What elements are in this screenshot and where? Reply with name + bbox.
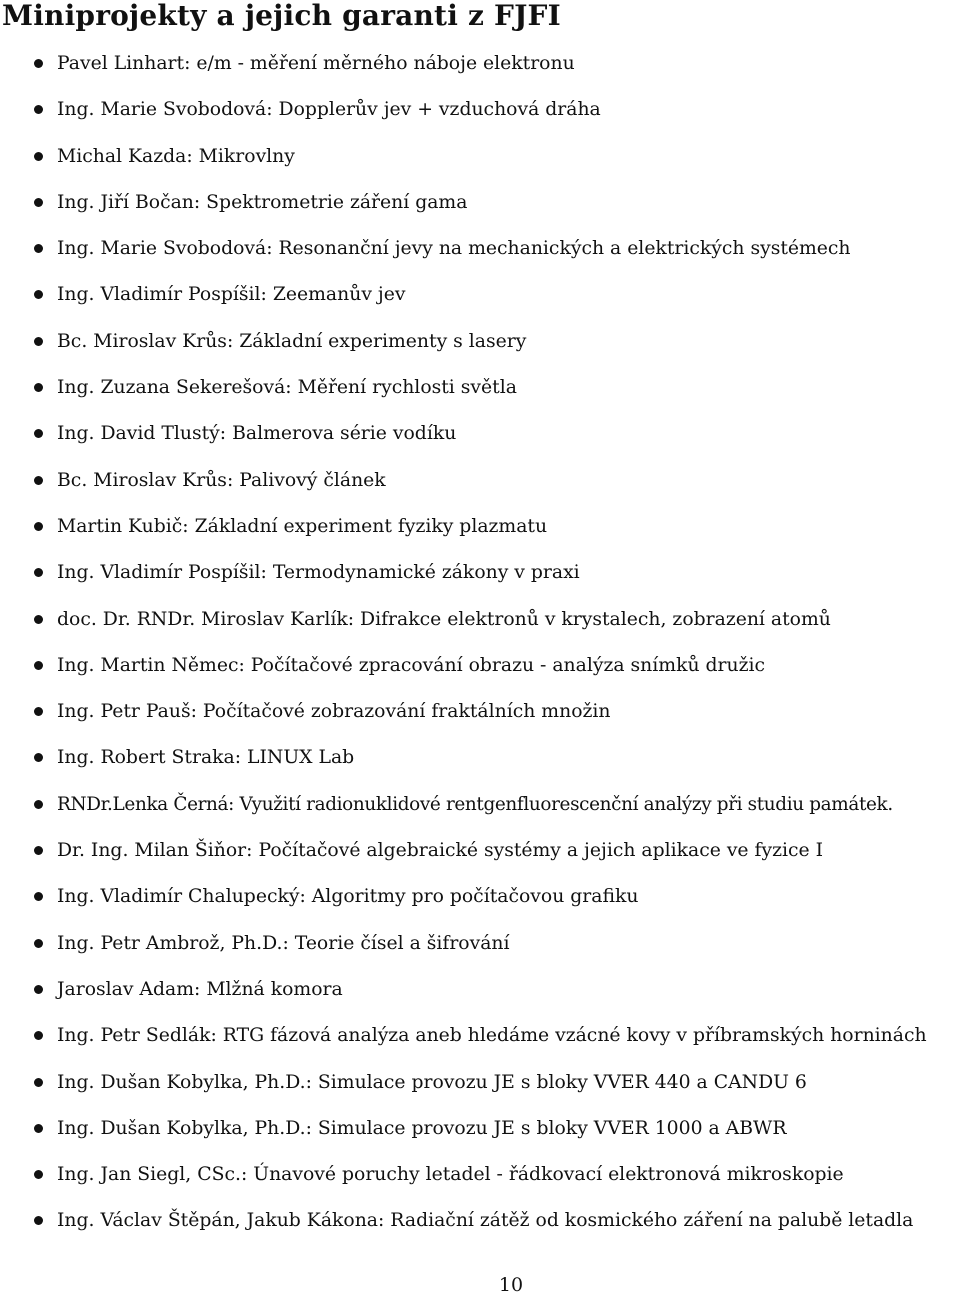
bullet-icon: [34, 892, 43, 901]
list-item: [0, 411, 927, 457]
bullet-icon: [34, 152, 43, 161]
list-item: [0, 874, 927, 920]
bullet-icon: [34, 939, 43, 948]
list-item: [0, 643, 927, 689]
bullet-icon: [34, 846, 43, 855]
list-item: [0, 319, 927, 365]
list-item-text: Ing. Václav Štěpán, Jakub Kákona: Radiační zátěž od kosmického záření na palubě letadla: [57, 1210, 914, 1232]
page-number: 10: [498, 1274, 524, 1296]
list-item: [0, 1198, 927, 1244]
list-item: [0, 1013, 927, 1059]
bullet-icon: [34, 429, 43, 438]
list-item-text: Michal Kazda: Mikrovlny: [57, 145, 295, 167]
list-item: [0, 597, 927, 643]
list-item-text: Ing. Martin Němec: Počítačové zpracování obrazu - analýza snímků družic: [57, 654, 766, 676]
list-item-text: Ing. Dušan Kobylka, Ph.D.: Simulace provozu JE s bloky VVER 440 a CANDU 6: [57, 1071, 807, 1093]
list-item-text: Dr. Ing. Milan Šiňor: Počítačové algebraické systémy a jejich aplikace ve fyzice I: [57, 840, 824, 862]
list-item: [0, 226, 927, 272]
bullet-icon: [34, 1170, 43, 1179]
bullet-icon: [34, 1031, 43, 1040]
project-list: [0, 41, 927, 1245]
list-item: [0, 504, 927, 550]
list-item: [0, 1106, 927, 1152]
bullet-icon: [34, 290, 43, 299]
list-item: [0, 87, 927, 133]
bullet-icon: [34, 59, 43, 68]
list-item: [0, 272, 927, 318]
list-item: [0, 365, 927, 411]
list-item-text: Ing. Zuzana Sekerešová: Měření rychlosti světla: [57, 377, 517, 399]
list-item: [0, 921, 927, 967]
list-item: [0, 134, 927, 180]
bullet-icon: [34, 105, 43, 114]
bullet-icon: [34, 198, 43, 207]
list-item: [0, 1152, 927, 1198]
list-item-text: Jaroslav Adam: Mlžná komora: [57, 978, 343, 1000]
bullet-icon: [34, 1216, 43, 1225]
list-item-text: Ing. Vladimír Pospíšil: Termodynamické zákony v praxi: [57, 562, 580, 584]
list-item-text: Ing. Vladimír Pospíšil: Zeemanův jev: [57, 284, 406, 306]
bullet-icon: [34, 800, 43, 809]
bullet-icon: [34, 985, 43, 994]
bullet-icon: [34, 615, 43, 624]
list-item: [0, 967, 927, 1013]
list-item-text: Ing. Marie Svobodová: Dopplerův jev + vzduchová dráha: [57, 99, 601, 121]
bullet-icon: [34, 707, 43, 716]
list-item: [0, 828, 927, 874]
bullet-icon: [34, 383, 43, 392]
list-item-text: Ing. Jiří Bočan: Spektrometrie záření gama: [57, 191, 468, 213]
list-item-text: Ing. Petr Pauš: Počítačové zobrazování fraktálních množin: [57, 701, 611, 723]
list-item-text: Ing. Jan Siegl, CSc.: Únavové poruchy letadel - řádkovací elektronová mikroskopie: [57, 1164, 844, 1186]
list-item-text: Ing. Petr Ambrož, Ph.D.: Teorie čísel a šifrování: [57, 932, 510, 954]
list-item-text: Martin Kubič: Základní experiment fyziky plazmatu: [57, 515, 548, 537]
bullet-icon: [34, 1124, 43, 1133]
bullet-icon: [34, 661, 43, 670]
list-item-text: Bc. Miroslav Krůs: Palivový článek: [57, 469, 386, 491]
list-item-text: Ing. Petr Sedlák: RTG fázová analýza aneb hledáme vzácné kovy v příbramských horninách: [57, 1025, 927, 1047]
list-item: [0, 782, 927, 828]
list-item-text: Ing. David Tlustý: Balmerova série vodíku: [57, 423, 457, 445]
bullet-icon: [34, 1078, 43, 1087]
list-item: [0, 458, 927, 504]
bullet-icon: [34, 476, 43, 485]
bullet-icon: [34, 244, 43, 253]
bullet-icon: [34, 753, 43, 762]
list-item: [0, 1060, 927, 1106]
list-item-text: Ing. Dušan Kobylka, Ph.D.: Simulace provozu JE s bloky VVER 1000 a ABWR: [57, 1117, 787, 1139]
list-item: [0, 180, 927, 226]
bullet-icon: [34, 522, 43, 531]
list-item-text: Ing. Robert Straka: LINUX Lab: [57, 747, 355, 769]
list-item-text: Ing. Marie Svobodová: Resonanční jevy na mechanických a elektrických systémech: [57, 238, 851, 260]
list-item-text: Bc. Miroslav Krůs: Základní experimenty s lasery: [57, 330, 527, 352]
list-item-text: Pavel Linhart: e/m - měření měrného náboje elektronu: [57, 53, 575, 74]
page-title: Miniprojekty a jejich garanti z FJFI: [2, 0, 561, 32]
list-item: [0, 735, 927, 781]
bullet-icon: [34, 568, 43, 577]
list-item-text: doc. Dr. RNDr. Miroslav Karlík: Difrakce elektronů v krystalech, zobrazení atomů: [57, 608, 831, 630]
list-item: [0, 550, 927, 596]
bullet-icon: [34, 337, 43, 346]
list-item-text: RNDr.Lenka Černá: Využití radionuklidové rentgenfluorescenční analýzy při studiu památek.: [57, 793, 893, 815]
list-item: [0, 689, 927, 735]
list-item-text: Ing. Vladimír Chalupecký: Algoritmy pro počítačovou grafiku: [57, 886, 639, 908]
list-item: [0, 41, 927, 87]
